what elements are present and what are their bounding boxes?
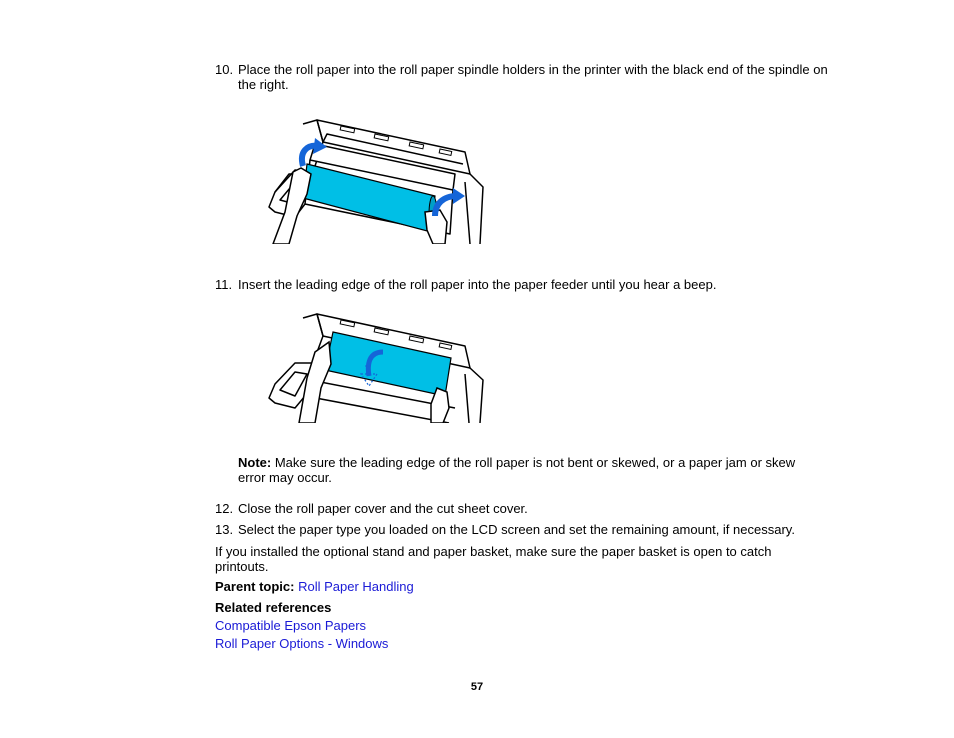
step-number: 10.: [215, 62, 234, 77]
parent-topic-link[interactable]: Roll Paper Handling: [298, 579, 414, 594]
stand-paragraph: If you installed the optional stand and paper basket, make sure the paper basket is open to catch printouts.: [215, 544, 772, 574]
parent-topic-label: Parent topic:: [215, 579, 295, 594]
step-text: Select the paper type you loaded on the LCD screen and set the remaining amount, if necessary.: [238, 522, 795, 537]
step-text: Insert the leading edge of the roll paper into the paper feeder until you hear a beep.: [238, 277, 717, 292]
note-label: Note:: [238, 455, 272, 470]
note: [238, 455, 818, 485]
related-link-text[interactable]: Roll Paper Options - Windows: [215, 636, 389, 651]
printer-paper-feed-illustration: [265, 308, 485, 423]
note-text: Make sure the leading edge of the roll paper is not bent or skewed, or a paper jam or skew error may occur.: [238, 455, 796, 485]
step-text: Close the roll paper cover and the cut sheet cover.: [238, 501, 528, 516]
printer-roll-insert-illustration: [265, 112, 485, 244]
related-link-1[interactable]: [215, 618, 815, 633]
page-number: 57: [470, 681, 484, 693]
step-text: Place the roll paper into the roll paper spindle holders in the printer with the black end of the spindle on the right.: [238, 62, 828, 92]
step-number: 11.: [215, 277, 233, 292]
step-number: 13.: [215, 522, 234, 537]
related-heading: Related references: [215, 600, 332, 615]
parent-topic: [215, 579, 815, 594]
step-number: 12.: [215, 501, 234, 516]
related-link-2[interactable]: [215, 636, 815, 651]
related-link-text[interactable]: Compatible Epson Papers: [215, 618, 367, 633]
